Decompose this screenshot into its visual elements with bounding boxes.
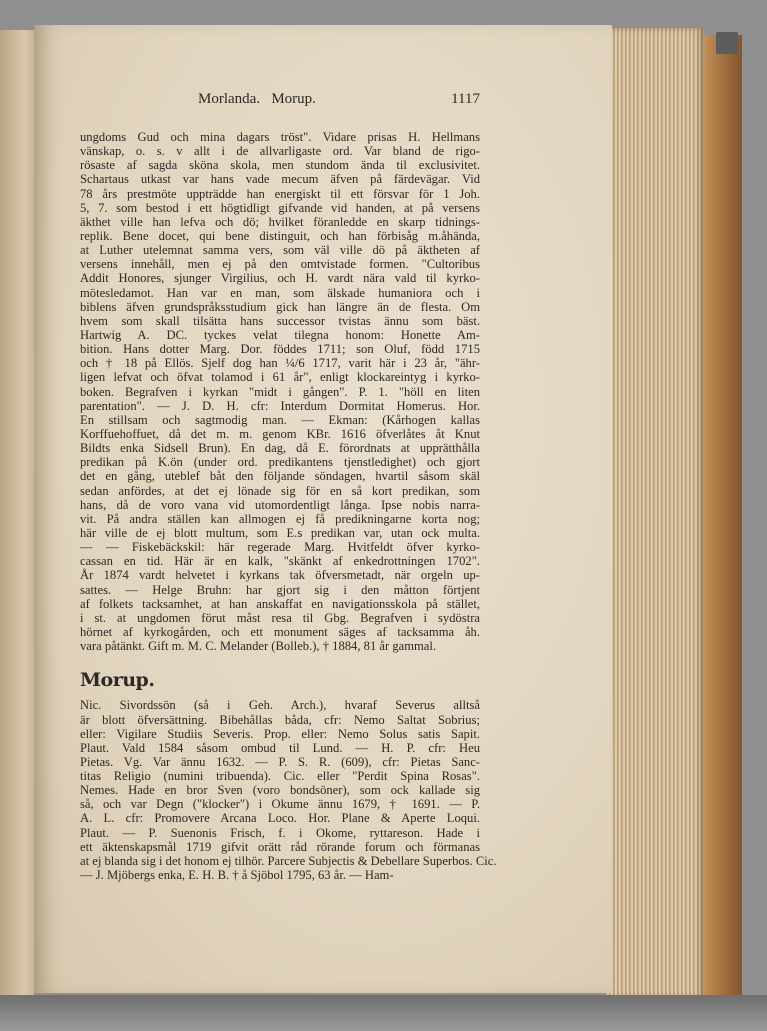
text-line: sattes. — Helge Bruhn: har gjort sig i den måtton förtjent (80, 582, 480, 597)
text-line: här ville de ej blott multum, som E.s predikan var, utan ock multa. (80, 525, 480, 540)
table-surface (0, 995, 767, 1031)
text-line: Addit Honores, sjunger Virgilius, och H. vardt nära vald til kyrko- (80, 271, 480, 286)
text-line: bition. Hans dotter Marg. Dor. föddes 1711; son Oluf, född 1715 (80, 342, 480, 357)
text-line: vara påtänkt. Gift m. M. C. Melander (Bolleb.), † 1884, 81 år gammal. (80, 639, 437, 654)
page-number: 1117 (451, 91, 480, 107)
text-line: äkthet ville han lefva och dö; hvilket föranledde en skarp tidnings- (80, 214, 480, 229)
text-line: cassan en tid. Här är en kalk, "skänkt af enkedrottningen 1702". (80, 554, 480, 569)
text-line: versens innehåll, men ej på den omtvistade formen. "Cultoribus (80, 257, 480, 272)
text-line: Plaut. — P. Suenonis Frisch, f. i Okome, ryttareson. Hade i (80, 825, 480, 840)
text-line: — J. Mjöbergs enka, E. H. B. † å Sjöbol 1795, 63 år. — Ham- (80, 868, 394, 883)
text-line: Bildts enka Sidsell Brun). En dag, då E. förordnats at upprätthålla (80, 441, 480, 456)
text-line: 78 års prestmöte uppträdde han energiskt til ett försvar för 1 Joh. (80, 186, 480, 201)
text-line: vit. På andra ställen kan allmogen ej få predikningarne korta nog; (80, 511, 480, 526)
text-line: 5, 7. som bestod i ett högtidligt gifvande vid handen, at på versens (80, 200, 480, 215)
text-line: at ej blanda sig i det honom ej tilhör. Parcere Subjectis & Debellare Superbos. Cic. (80, 853, 497, 868)
text-line: Plaut. Vald 1584 såsom ombud til Lund. — H. P. cfr: Heu (80, 740, 480, 755)
text-line: Hartwig A. DC. tyckes velat tilegna honom: Honette Am- (80, 327, 480, 342)
text-line: hörnet af kyrkogården, och ett monument säges af tacksamma åh. (80, 624, 480, 639)
text-line: Pietas. Vg. Var ännu 1632. — P. S. R. (609), cfr: Pietas Sanc- (80, 754, 480, 769)
text-line: predikan på K.ön (under ord. predikantens tjenstledighet) och gjort (80, 455, 480, 470)
text-line: hvem som skall tilsätta hans successor tvistas ännu som bäst. (80, 313, 480, 328)
text-line: eller: Vigilare Studiis Severis. Prop. eller: Nemo Solus satis Sapit. (80, 726, 480, 741)
text-line: Korffuehoffuet, då det m. m. genom KBr. 1616 öfverlåtes åt Knut (80, 426, 480, 441)
text-line: är blott öfversättning. Bibehållas båda, cfr: Nemo Saltat Sobrius; (80, 712, 480, 727)
text-line: det en gång, uteblef båt den följande söndagen, hvartil såsom skäl (80, 469, 480, 484)
text-line: rösaste af sagda sköna skola, men stundom ända til exclusivitet. (80, 158, 480, 173)
text-line: Nemes. Hade en bror Sven (voro bondsöner), som ock kallade sig (80, 783, 480, 798)
text-line: mötesledamot. Han var en man, som älskade humaniora och i (80, 285, 480, 300)
text-line: — — Fiskebäckskil: här regerade Marg. Hvitfeldt öfver kyrko- (80, 540, 480, 555)
text-line: År 1874 vardt helvetet i kyrkans tak öfversmetadt, när orgeln up- (80, 568, 480, 583)
text-line: sedan anfördes, at det ej lönade sig för en så kort predikan, som (80, 483, 480, 498)
paragraph-morlanda (80, 130, 480, 653)
text-line: i st. at ungdomen förut måst resa til Gbg. Begrafven i sydöstra (80, 610, 480, 625)
text-line: så, och var Degn ("klocker") i Okume ännu 1679, † 1691. — P. (80, 797, 480, 812)
text-line: Nic. Sivordssön (så i Geh. Arch.), hvaraf Severus alltså (80, 698, 480, 713)
running-header (80, 92, 480, 114)
cover-tab (716, 32, 738, 54)
page-text (80, 91, 497, 883)
paragraph-morup (80, 698, 497, 883)
text-line: vänskap, o. s. v allt i de allvarligaste ord. Var bland de rigo- (80, 144, 480, 159)
text-line: af folkets tacksamhet, at han anskaffat en navigationsskola på stället, (80, 596, 480, 611)
text-line: parentation". — J. D. H. cfr: Interdum Dormitat Homerus. Hor. (80, 398, 480, 413)
text-line: A. L. cfr: Promovere Arcana Loco. Hor. Plane & Aperte Loqui. (80, 811, 480, 826)
page-edges (606, 28, 704, 998)
text-line: titas Religio (numini tribuenda). Cic. eller "Perdit Spina Rosas". (80, 769, 480, 784)
section-heading: Morup. (80, 669, 155, 692)
text-line: En stillsam och sagtmodig man. — Ekman: (Kårhogen kallas (80, 412, 480, 427)
header-title: Morlanda. Morup. (198, 91, 316, 107)
text-line: biblens äfven grundspråksstudium gick han längre än de flesta. Om (80, 299, 480, 314)
text-line: at Luther utelemnat samma vers, som väl ville dö på äktheten af (80, 243, 480, 258)
text-line: Schartaus utkast var hans vade mecum äfven på färdevägar. Vid (80, 172, 480, 187)
text-line: ligen lefvat och öfvat tolamod i 61 år", enligt klockareintyg i kyrko- (80, 370, 480, 385)
left-page-edge (0, 30, 34, 1015)
text-line: och † 18 på Ellös. Sjelf dog han ¼/6 1717, varit här i 23 år, "ähr- (80, 356, 480, 371)
text-line: boken. Begrafven i kyrkan "midt i gången". P. 1. "höll en liten (80, 384, 480, 399)
text-line: hans, då de voro vana vid utomordentligt långa. Ipse nobis narra- (80, 497, 480, 512)
text-line: replik. Bene docet, qui bene distinguit, och han förbisåg m.åhända, (80, 228, 480, 243)
text-line: ett äktenskapsmål 1719 gifvit orätt råd rörande forum och förmanas (80, 839, 480, 854)
text-line: ungdoms Gud och mina dagars tröst". Vidare prisas H. Hellmans (80, 130, 480, 144)
